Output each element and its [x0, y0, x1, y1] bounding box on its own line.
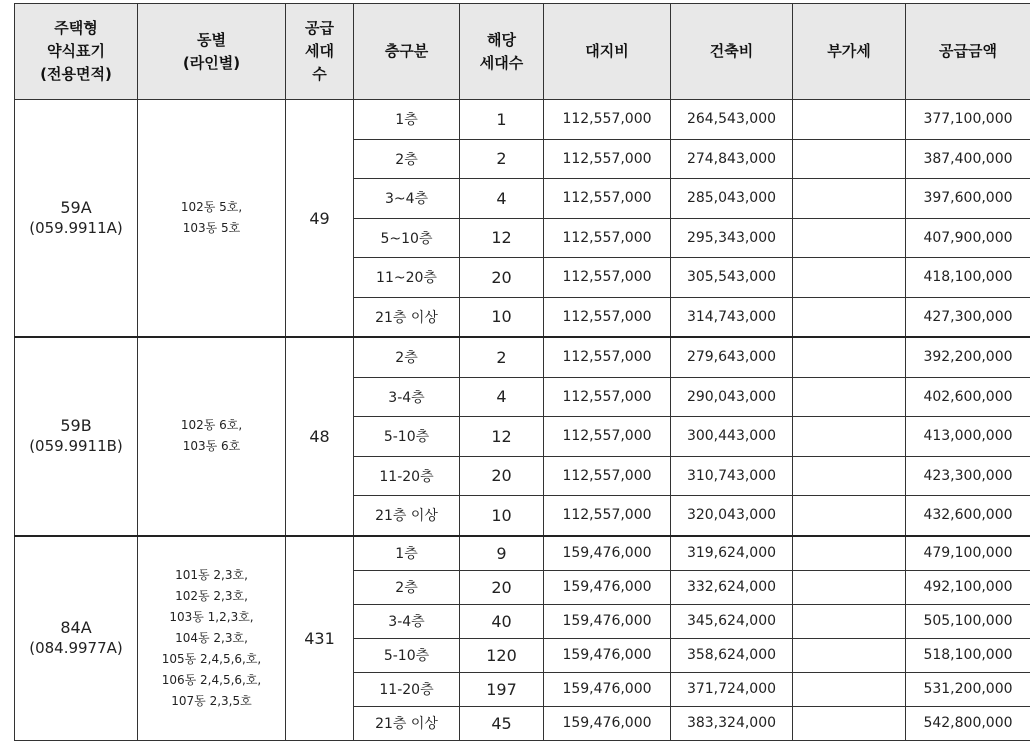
vat-cell: [793, 100, 906, 140]
floor-cell: 5-10층: [354, 417, 460, 457]
supply-price-cell: 397,600,000: [906, 179, 1030, 219]
unit-count-cell: 1: [460, 100, 544, 140]
build-cost-cell: 290,043,000: [671, 377, 793, 417]
vat-cell: [793, 706, 906, 740]
land-cost-cell: 159,476,000: [544, 536, 671, 571]
land-cost-cell: 112,557,000: [544, 456, 671, 496]
supply-price-cell: 418,100,000: [906, 258, 1030, 298]
supply-price-cell: 407,900,000: [906, 218, 1030, 258]
supply-price-cell: 505,100,000: [906, 604, 1030, 638]
supply-price-cell: 423,300,000: [906, 456, 1030, 496]
land-cost-cell: 112,557,000: [544, 139, 671, 179]
build-cost-cell: 305,543,000: [671, 258, 793, 298]
dong-lines-cell: [138, 337, 286, 536]
header-row: [15, 4, 1030, 100]
vat-cell: [793, 604, 906, 638]
land-cost-cell: 159,476,000: [544, 570, 671, 604]
housing-type-area: (084.9977A): [29, 639, 123, 657]
housing-type-area: (059.9911A): [29, 219, 123, 237]
build-cost-cell: 285,043,000: [671, 179, 793, 219]
header-land: 대지비: [544, 4, 671, 100]
header-count: 해당 세대수: [460, 4, 544, 100]
build-cost-cell: 295,343,000: [671, 218, 793, 258]
dong-line: 102동 6호,: [180, 418, 243, 433]
build-cost-cell: 279,643,000: [671, 337, 793, 377]
table-row: [15, 536, 1030, 571]
land-cost-cell: 112,557,000: [544, 258, 671, 298]
floor-cell: 21층 이상: [354, 706, 460, 740]
unit-count-cell: 40: [460, 604, 544, 638]
supply-units-cell: 431: [286, 536, 354, 741]
unit-count-cell: 197: [460, 672, 544, 706]
unit-count-cell: 2: [460, 337, 544, 377]
vat-cell: [793, 179, 906, 219]
build-cost-cell: 358,624,000: [671, 638, 793, 672]
vat-cell: [793, 258, 906, 298]
supply-price-cell: 542,800,000: [906, 706, 1030, 740]
unit-count-cell: 2: [460, 139, 544, 179]
unit-count-cell: 12: [460, 218, 544, 258]
land-cost-cell: 112,557,000: [544, 377, 671, 417]
floor-cell: 1층: [354, 536, 460, 571]
land-cost-cell: 159,476,000: [544, 604, 671, 638]
dong-line: 104동 2,3호,: [175, 630, 248, 645]
floor-cell: 5-10층: [354, 638, 460, 672]
header-floor: 층구분: [354, 4, 460, 100]
land-cost-cell: 112,557,000: [544, 417, 671, 457]
vat-cell: [793, 496, 906, 536]
housing-type-name: 84A: [60, 618, 92, 637]
dong-line: 102동 5호,: [180, 200, 243, 214]
floor-cell: 5~10층: [354, 218, 460, 258]
land-cost-cell: 112,557,000: [544, 218, 671, 258]
housing-type-cell: [15, 536, 138, 741]
dong-line: 103동 1,2,3호,: [169, 609, 254, 624]
floor-cell: 11~20층: [354, 258, 460, 298]
housing-type-cell: [15, 100, 138, 338]
housing-type-name: 59A: [60, 198, 92, 217]
land-cost-cell: 112,557,000: [544, 100, 671, 140]
land-cost-cell: 159,476,000: [544, 638, 671, 672]
floor-cell: 21층 이상: [354, 297, 460, 337]
dong-lines-cell: [138, 536, 286, 741]
vat-cell: [793, 377, 906, 417]
supply-price-cell: 387,400,000: [906, 139, 1030, 179]
vat-cell: [793, 536, 906, 571]
vat-cell: [793, 297, 906, 337]
supply-units-cell: 49: [286, 100, 354, 338]
header-vat: 부가세: [793, 4, 906, 100]
vat-cell: [793, 139, 906, 179]
unit-count-cell: 20: [460, 456, 544, 496]
supply-units-cell: 48: [286, 337, 354, 536]
land-cost-cell: 112,557,000: [544, 297, 671, 337]
land-cost-cell: 112,557,000: [544, 337, 671, 377]
land-cost-cell: 112,557,000: [544, 496, 671, 536]
build-cost-cell: 320,043,000: [671, 496, 793, 536]
floor-cell: 1층: [354, 100, 460, 140]
build-cost-cell: 314,743,000: [671, 297, 793, 337]
floor-cell: 3~4층: [354, 179, 460, 219]
unit-count-cell: 10: [460, 496, 544, 536]
dong-line: 103동 5호: [182, 221, 241, 235]
dong-line: 105동 2,4,5,6,호,: [161, 651, 262, 666]
dong-line: 102동 2,3호,: [175, 588, 248, 603]
unit-count-cell: 4: [460, 179, 544, 219]
land-cost-cell: 159,476,000: [544, 672, 671, 706]
unit-count-cell: 45: [460, 706, 544, 740]
unit-count-cell: 12: [460, 417, 544, 457]
floor-cell: 3-4층: [354, 604, 460, 638]
supply-price-cell: 392,200,000: [906, 337, 1030, 377]
vat-cell: [793, 337, 906, 377]
table-row: [15, 337, 1030, 377]
unit-count-cell: 20: [460, 258, 544, 298]
header-price: 공급금액: [906, 4, 1030, 100]
build-cost-cell: 345,624,000: [671, 604, 793, 638]
dong-lines-cell: [138, 100, 286, 338]
floor-cell: 2층: [354, 337, 460, 377]
dong-line: 101동 2,3호,: [175, 567, 248, 582]
build-cost-cell: 300,443,000: [671, 417, 793, 457]
supply-price-cell: 492,100,000: [906, 570, 1030, 604]
build-cost-cell: 274,843,000: [671, 139, 793, 179]
unit-count-cell: 120: [460, 638, 544, 672]
vat-cell: [793, 638, 906, 672]
build-cost-cell: 264,543,000: [671, 100, 793, 140]
floor-cell: 2층: [354, 570, 460, 604]
supply-price-cell: 518,100,000: [906, 638, 1030, 672]
supply-price-table: [14, 3, 1030, 741]
unit-count-cell: 10: [460, 297, 544, 337]
supply-price-cell: 531,200,000: [906, 672, 1030, 706]
vat-cell: [793, 672, 906, 706]
housing-type-area: (059.9911B): [29, 437, 123, 456]
floor-cell: 21층 이상: [354, 496, 460, 536]
header-supply: 공급 세대 수: [286, 4, 354, 100]
build-cost-cell: 383,324,000: [671, 706, 793, 740]
unit-count-cell: 20: [460, 570, 544, 604]
vat-cell: [793, 218, 906, 258]
land-cost-cell: 159,476,000: [544, 706, 671, 740]
supply-price-cell: 377,100,000: [906, 100, 1030, 140]
unit-count-cell: 4: [460, 377, 544, 417]
supply-price-cell: 427,300,000: [906, 297, 1030, 337]
supply-price-cell: 402,600,000: [906, 377, 1030, 417]
supply-price-cell: 432,600,000: [906, 496, 1030, 536]
vat-cell: [793, 417, 906, 457]
header-dong: 동별 (라인별): [138, 4, 286, 100]
dong-line: 107동 2,3,5호: [171, 693, 252, 708]
vat-cell: [793, 456, 906, 496]
build-cost-cell: 319,624,000: [671, 536, 793, 571]
table-row: [15, 100, 1030, 140]
supply-price-cell: 479,100,000: [906, 536, 1030, 571]
dong-line: 106동 2,4,5,6,호,: [161, 672, 262, 687]
floor-cell: 3-4층: [354, 377, 460, 417]
build-cost-cell: 332,624,000: [671, 570, 793, 604]
build-cost-cell: 310,743,000: [671, 456, 793, 496]
housing-type-name: 59B: [60, 416, 92, 436]
header-type: 주택형 약식표기 (전용면적): [15, 4, 138, 100]
unit-count-cell: 9: [460, 536, 544, 571]
build-cost-cell: 371,724,000: [671, 672, 793, 706]
floor-cell: 11-20층: [354, 456, 460, 496]
floor-cell: 2층: [354, 139, 460, 179]
dong-line: 103동 6호: [182, 439, 241, 454]
header-build: 건축비: [671, 4, 793, 100]
supply-price-cell: 413,000,000: [906, 417, 1030, 457]
land-cost-cell: 112,557,000: [544, 179, 671, 219]
vat-cell: [793, 570, 906, 604]
floor-cell: 11-20층: [354, 672, 460, 706]
housing-type-cell: [15, 337, 138, 536]
